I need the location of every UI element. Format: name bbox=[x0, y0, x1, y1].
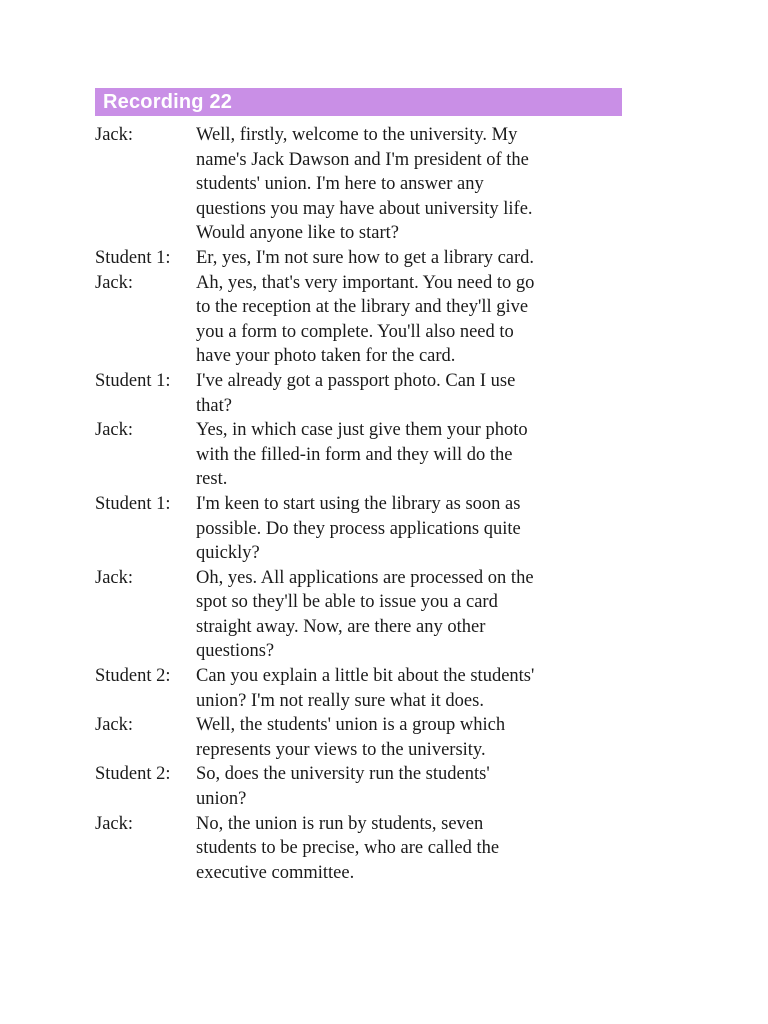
speech-line: Yes, in which case just give them your photo bbox=[196, 420, 528, 441]
speech-line: Would anyone like to start? bbox=[196, 223, 399, 244]
speech-line: spot so they'll be able to issue you a card bbox=[196, 592, 498, 613]
dialogue-turn bbox=[95, 123, 635, 246]
speech-line: represents your views to the university. bbox=[196, 739, 486, 760]
dialogue-turn bbox=[95, 418, 635, 492]
speaker-label: Student 1: bbox=[95, 370, 171, 391]
speech-line: students' union. I'm here to answer any bbox=[196, 174, 484, 195]
speech-line: possible. Do they process applications quite bbox=[196, 518, 521, 539]
speaker-label: Student 1: bbox=[95, 493, 171, 514]
speaker-label: Jack: bbox=[95, 715, 134, 736]
speech-line: students to be precise, who are called the bbox=[196, 838, 500, 859]
speaker-label: Jack: bbox=[95, 272, 134, 293]
recording-title: Recording 22 bbox=[103, 91, 233, 113]
dialogue-turn bbox=[95, 713, 635, 762]
speech-line: straight away. Now, are there any other bbox=[196, 616, 486, 637]
speech-line: union? bbox=[196, 789, 247, 810]
speech-text bbox=[196, 418, 635, 492]
speaker-label: Student 2: bbox=[95, 764, 171, 785]
dialogue-turn bbox=[95, 246, 635, 271]
dialogue-turn bbox=[95, 271, 635, 369]
speech-text bbox=[196, 492, 635, 566]
speech-text bbox=[196, 812, 635, 886]
dialogue-turn bbox=[95, 566, 635, 664]
speech-line: Oh, yes. All applications are processed on the bbox=[196, 567, 534, 588]
speech-line: questions you may have about university life. bbox=[196, 198, 533, 219]
speech-text bbox=[196, 123, 635, 246]
speaker-label: Student 2: bbox=[95, 666, 171, 687]
speech-text bbox=[196, 369, 635, 418]
speech-line: that? bbox=[196, 395, 232, 416]
dialogue-turn bbox=[95, 762, 635, 811]
speaker-label: Jack: bbox=[95, 567, 134, 588]
speaker-label: Student 1: bbox=[95, 247, 171, 268]
speech-line: Can you explain a little bit about the students' bbox=[196, 666, 535, 687]
dialogue-turn bbox=[95, 369, 635, 418]
speaker-label: Jack: bbox=[95, 813, 134, 834]
speech-line: Well, firstly, welcome to the university. My bbox=[196, 125, 518, 145]
speech-line: have your photo taken for the card. bbox=[196, 346, 456, 367]
speech-line: rest. bbox=[196, 469, 228, 490]
speech-line: So, does the university run the students' bbox=[196, 764, 490, 785]
speech-line: with the filled-in form and they will do the bbox=[196, 444, 513, 465]
speech-line: you a form to complete. You'll also need to bbox=[196, 321, 514, 342]
speech-line: I've already got a passport photo. Can I use bbox=[196, 370, 516, 391]
recording-heading-bar bbox=[95, 88, 622, 116]
dialogue-turn bbox=[95, 812, 635, 886]
speech-line: executive committee. bbox=[196, 862, 355, 883]
speech-line: No, the union is run by students, seven bbox=[196, 813, 484, 834]
speech-line: Well, the students' union is a group which bbox=[196, 715, 506, 736]
speech-text bbox=[196, 713, 635, 762]
speech-text bbox=[196, 664, 635, 713]
speech-line: Er, yes, I'm not sure how to get a library card. bbox=[196, 247, 535, 268]
speech-text bbox=[196, 762, 635, 811]
speech-line: quickly? bbox=[196, 543, 260, 564]
speech-line: I'm keen to start using the library as soon as bbox=[196, 493, 521, 514]
speech-text bbox=[196, 271, 635, 369]
dialogue-turn bbox=[95, 492, 635, 566]
speech-line: questions? bbox=[196, 641, 275, 662]
speech-line: Ah, yes, that's very important. You need to go bbox=[196, 272, 535, 293]
speech-line: union? I'm not really sure what it does. bbox=[196, 690, 484, 711]
speech-text bbox=[196, 246, 635, 271]
speech-text bbox=[196, 566, 635, 664]
speech-line: to the reception at the library and they'll give bbox=[196, 297, 529, 318]
speaker-label: Jack: bbox=[95, 420, 134, 441]
dialogue-turn bbox=[95, 664, 635, 713]
speaker-label: Jack: bbox=[95, 125, 134, 145]
dialogue-transcript bbox=[95, 123, 635, 885]
speech-line: name's Jack Dawson and I'm president of the bbox=[196, 149, 529, 170]
